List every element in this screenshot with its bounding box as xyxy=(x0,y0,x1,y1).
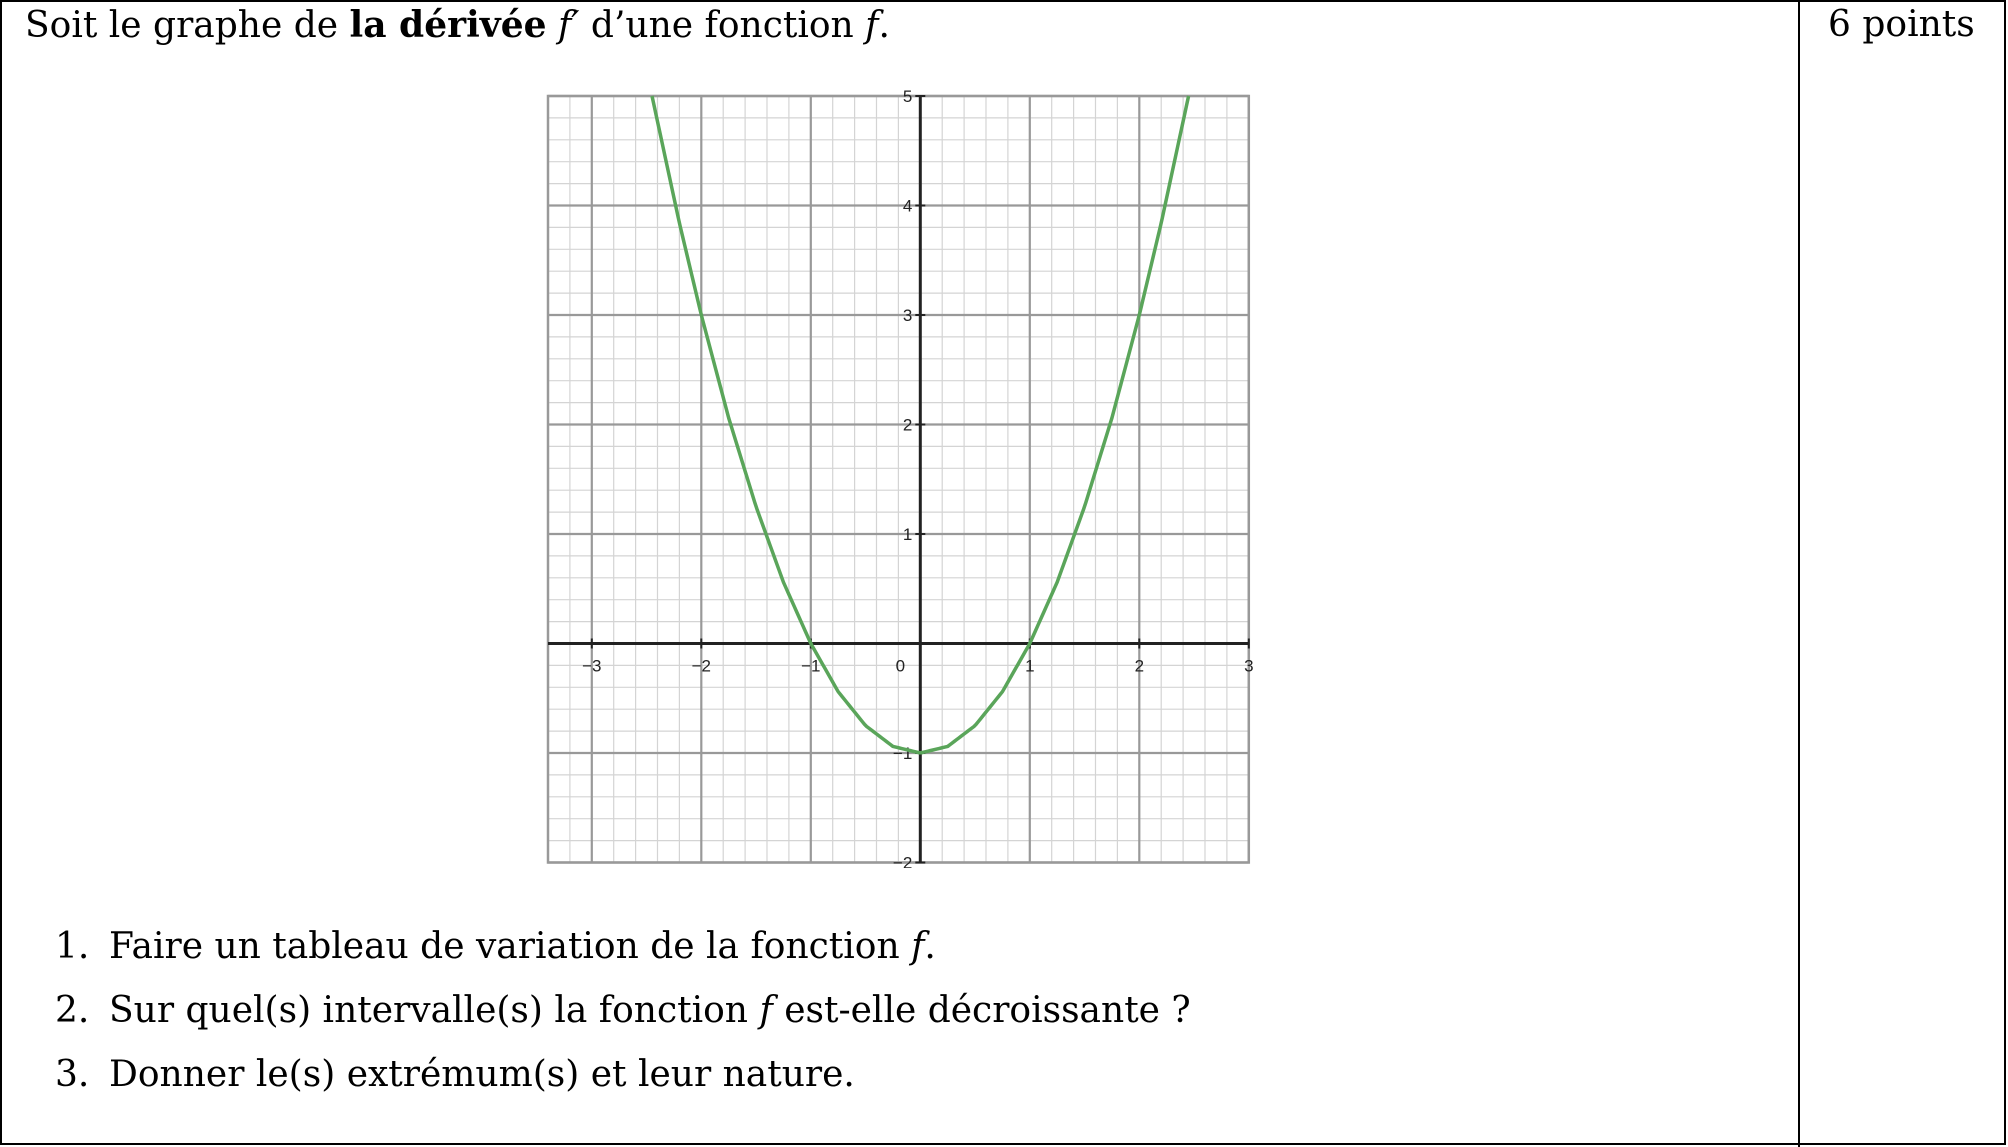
column-divider xyxy=(1798,0,1800,1147)
question-function: f xyxy=(759,990,773,1031)
x-tick-label: 1 xyxy=(1025,656,1035,676)
x-tick-label: −1 xyxy=(801,656,821,676)
question-1 xyxy=(55,915,1191,979)
y-tick-label: 1 xyxy=(902,525,913,544)
y-tick-label: 2 xyxy=(902,415,913,435)
points-label: 6 points xyxy=(1828,4,1975,45)
statement-middle: d’une fonction xyxy=(579,5,866,46)
question-number: 1. xyxy=(55,926,90,967)
question-number: 3. xyxy=(55,1054,90,1095)
derivative-graph xyxy=(540,88,1260,868)
y-tick-label: −2 xyxy=(892,853,913,868)
question-text: Sur quel(s) intervalle(s) la fonction xyxy=(109,990,760,1031)
x-tick-label: 2 xyxy=(1134,656,1145,676)
x-tick-label: −3 xyxy=(582,656,602,676)
y-tick-label: 4 xyxy=(902,196,913,216)
statement-prefix: Soit le graphe de xyxy=(25,5,350,46)
question-suffix: . xyxy=(924,926,936,967)
y-tick-label: 3 xyxy=(902,306,913,325)
question-3 xyxy=(55,1043,1191,1107)
question-2 xyxy=(55,979,1191,1043)
question-function: f xyxy=(911,926,925,967)
x-tick-label: 0 xyxy=(895,656,906,676)
x-tick-label: −2 xyxy=(691,656,711,676)
question-number: 2. xyxy=(55,990,90,1031)
statement-end: . xyxy=(878,5,890,46)
statement-fprime: f′ xyxy=(557,5,580,46)
x-tick-label: 3 xyxy=(1244,656,1254,676)
exercise-statement xyxy=(25,2,890,49)
y-tick-label: −1 xyxy=(892,744,913,763)
y-tick-label: 5 xyxy=(902,88,913,106)
question-list xyxy=(55,915,1191,1107)
question-suffix: est-elle décroissante ? xyxy=(772,990,1191,1031)
question-text: Donner le(s) extrémum(s) et leur nature. xyxy=(109,1054,855,1095)
question-text: Faire un tableau de variation de la fonction xyxy=(109,926,912,967)
statement-f: f xyxy=(865,5,879,46)
statement-bold: la dérivée xyxy=(349,4,547,46)
